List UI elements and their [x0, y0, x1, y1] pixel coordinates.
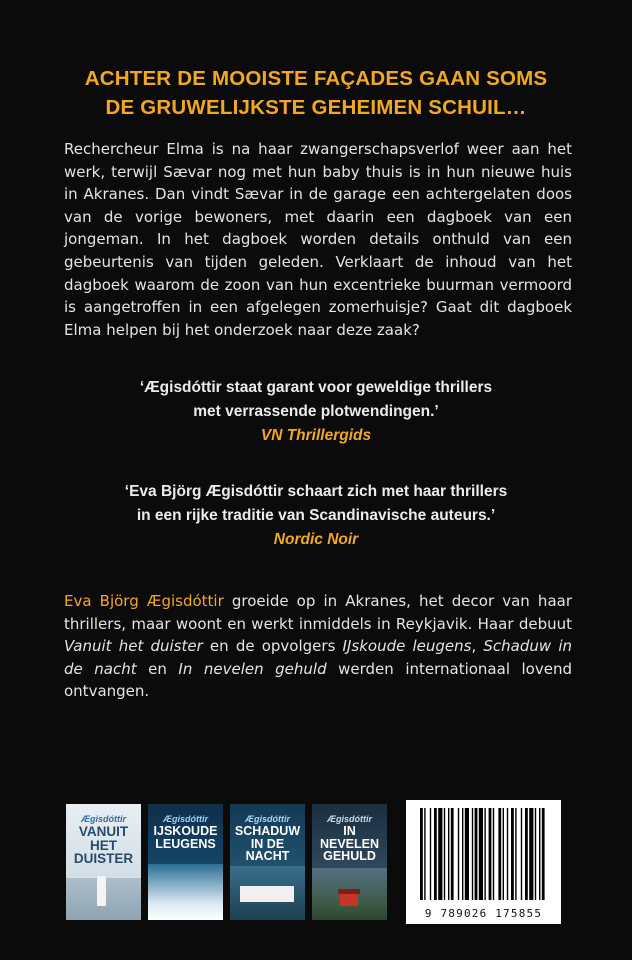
cover-title-line: DUISTER: [73, 851, 134, 866]
barcode-bars-icon: [418, 808, 549, 900]
bio-book-title-1: Vanuit het duister: [64, 637, 203, 656]
quote-1-line-1: ‘Ægisdóttir staat garant voor geweldige thrillers: [139, 379, 493, 396]
cover-title: [232, 825, 303, 863]
review-quote-1: [40, 376, 592, 448]
author-bio: [64, 590, 572, 703]
lighthouse-icon: [97, 876, 106, 906]
cover-scene-snow: [148, 864, 223, 920]
bio-author-name: Eva Björg Ægisdóttir: [64, 592, 224, 610]
barcode: [406, 800, 561, 924]
bio-text-4: en: [136, 659, 179, 678]
headline-line-2: DE GRUWELIJKSTE GEHEIMEN SCHUIL…: [105, 96, 527, 119]
cover-title: [150, 825, 221, 850]
book-cover-in-nevelen-gehuld: [312, 804, 387, 920]
cover-scene-lighthouse: [66, 878, 141, 920]
cover-title-line: GEHULD: [323, 849, 376, 863]
cover-title: [314, 825, 385, 863]
cover-title: [68, 825, 139, 866]
bio-text-3: ,: [471, 637, 484, 656]
cover-scene-house: [230, 866, 305, 920]
quote-1-line-2: met verrassende plotwendingen.’: [193, 403, 439, 420]
cover-title-line: HET: [90, 837, 117, 853]
cover-title-line: IN NEVELEN: [319, 824, 380, 851]
bio-book-title-2: IJskoude leugens: [342, 637, 472, 656]
quote-1-source: VN Thrillergids: [260, 427, 372, 444]
headline-line-1: ACHTER DE MOOISTE FAÇADES GAAN SOMS: [84, 67, 548, 90]
cover-title-line: SCHADUW: [234, 824, 301, 838]
cover-author: Ægisdóttir: [327, 814, 372, 824]
bio-text-5: werden internationaal lovend ontvangen.: [64, 659, 572, 701]
house-icon: [240, 886, 294, 902]
cover-title-line: VANUIT: [78, 824, 129, 839]
review-quote-2: [40, 480, 592, 552]
quote-2-source: Nordic Noir: [273, 531, 359, 548]
blurb-paragraph: Rechercheur Elma is na haar zwangerschapsverlof weer aan het werk, terwijl Sævar nog met hun baby thuis is in hun nieuwe huis in Akranes. Dan vindt Sævar in de garage een achtergelaten doos van de vorige bewoners, met daarin een dagboek van een jongeman. In het dagboek worden details onthuld van een gebeurtenis van tijden geleden. Verklaart de inhoud van het dagboek waarom de zoon van hun excentrieke buurman vermoord is aangetroffen in een afgelegen zomerhuisje? Gaat dit dagboek Elma helpen bij het onderzoek naar deze zaak?: [64, 140, 572, 339]
cover-author: Ægisdóttir: [163, 814, 208, 824]
church-icon: [340, 894, 358, 906]
book-covers-row: [66, 804, 387, 920]
quote-2-line-1: ‘Eva Björg Ægisdóttir schaart zich met haar thrillers: [124, 483, 508, 500]
cover-title-line: LEUGENS: [155, 836, 216, 851]
cover-author: Ægisdóttir: [81, 814, 126, 824]
cover-scene-church: [312, 868, 387, 920]
bio-text-1: groeide op in Akranes, het decor van haar thrillers, maar woont en werkt inmiddels in Reykjavik. Haar debuut: [64, 592, 572, 633]
book-cover-schaduw-in-de-nacht: [230, 804, 305, 920]
bio-book-title-4: In nevelen gehuld: [178, 659, 327, 678]
book-cover-vanuit-het-duister: [66, 804, 141, 920]
bio-book-title-3: Schaduw in de nacht: [64, 637, 572, 678]
cover-title-line: IJSKOUDE: [153, 824, 218, 838]
book-cover-ijskoude-leugens: [148, 804, 223, 920]
headline: [40, 64, 592, 122]
isbn-number: 9 789026 175855: [424, 907, 543, 920]
quote-2-line-2: in een rijke traditie van Scandinavische auteurs.’: [136, 507, 496, 524]
cover-title-line: IN DE NACHT: [245, 836, 290, 863]
cover-author: Ægisdóttir: [245, 814, 290, 824]
bio-text-2: en de opvolgers: [202, 637, 343, 656]
